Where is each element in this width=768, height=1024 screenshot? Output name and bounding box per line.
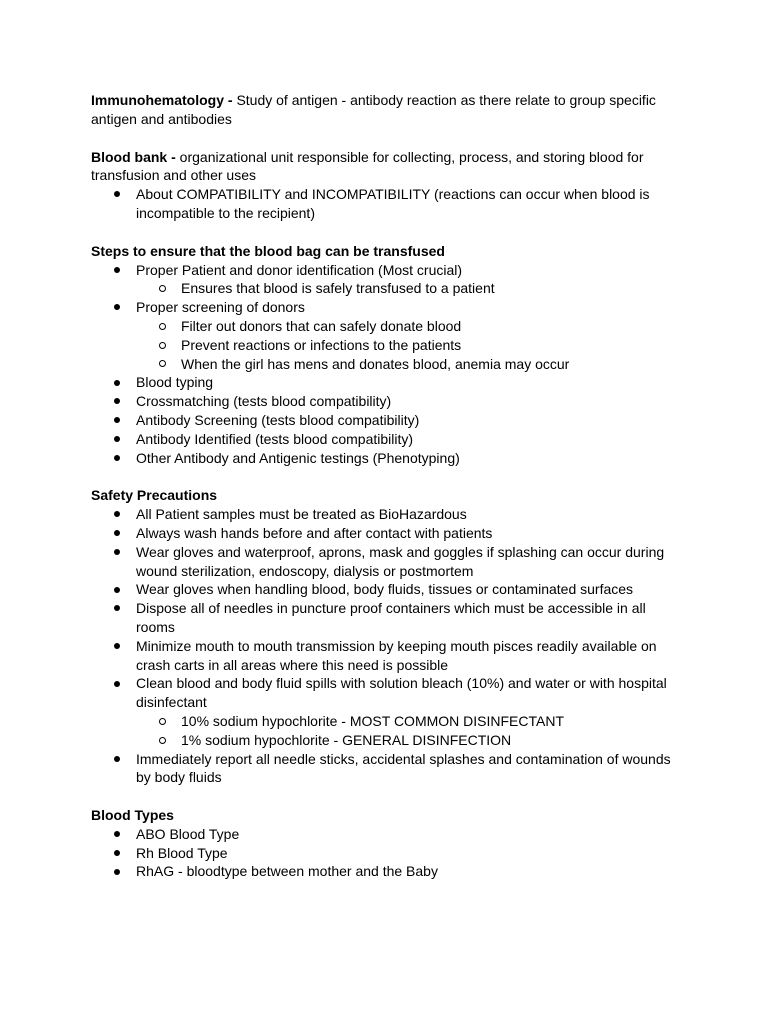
bullet-dot-icon xyxy=(114,681,120,687)
bullet-dot-icon xyxy=(114,831,120,837)
list-item: Wear gloves when handling blood, body fluids, tissues or contaminated surfaces xyxy=(91,580,676,599)
immunohematology-definition xyxy=(91,91,676,129)
bullet-dot-icon xyxy=(114,398,120,404)
sub-list xyxy=(136,317,676,373)
immunohematology-term: Immunohematology - xyxy=(91,92,233,108)
list-item: Immediately report all needle sticks, accidental splashes and contamination of wounds by body fluids xyxy=(91,750,676,788)
bullet-dot-icon xyxy=(114,455,120,461)
bullet-dot-icon xyxy=(114,530,120,536)
list-item: When the girl has mens and donates blood, anemia may occur xyxy=(136,355,676,374)
bullet-dot-icon xyxy=(114,756,120,762)
bullet-dot-icon xyxy=(114,587,120,593)
blood-bank-term: Blood bank - xyxy=(91,148,176,165)
blood-types-heading: Blood Types xyxy=(91,807,174,824)
bullet-dot-icon xyxy=(114,605,120,611)
bullet-circle-icon xyxy=(159,342,166,349)
bullet-dot-icon xyxy=(114,380,120,386)
bullet-circle-icon xyxy=(159,323,166,330)
list-item: Other Antibody and Antigenic testings (Phenotyping) xyxy=(91,449,676,468)
list-item: Minimize mouth to mouth transmission by keeping mouth pisces readily available on crash carts in all areas where this need is possible xyxy=(91,637,676,675)
list-item: 1% sodium hypochlorite - GENERAL DISINFECTION xyxy=(136,731,676,750)
list-item: Blood typing xyxy=(91,373,676,392)
list-item: Wear gloves and waterproof, aprons, mask and goggles if splashing can occur during wound sterilization, endoscopy, dialysis or postmortem xyxy=(91,543,676,581)
bullet-dot-icon xyxy=(114,511,120,517)
bullet-dot-icon xyxy=(114,436,120,442)
bullet-dot-icon xyxy=(114,417,120,423)
bullet-circle-icon xyxy=(159,360,166,367)
sub-list xyxy=(136,712,676,750)
sub-list xyxy=(136,279,676,298)
list-item: Dispose all of needles in puncture proof containers which must be accessible in all rooms xyxy=(91,599,676,637)
bullet-dot-icon xyxy=(114,643,120,649)
bullet-dot-icon xyxy=(114,869,120,875)
blood-bank-definition xyxy=(91,148,676,186)
bullet-dot-icon xyxy=(114,850,120,856)
blood-bank-text: organizational unit responsible for collecting, process, and storing blood for transfusion and other uses xyxy=(91,148,644,184)
list-item: Antibody Screening (tests blood compatibility) xyxy=(91,411,676,430)
safety-heading: Safety Precautions xyxy=(91,487,218,504)
list-item: ABO Blood Type xyxy=(91,825,676,844)
blood-bank-list xyxy=(91,185,676,223)
bullet-circle-icon xyxy=(159,718,166,725)
list-item: Prevent reactions or infections to the patients xyxy=(136,336,676,355)
list-item: About COMPATIBILITY and INCOMPATIBILITY (reactions can occur when blood is incompatible to the recipient) xyxy=(91,185,676,223)
list-item: Ensures that blood is safely transfused to a patient xyxy=(136,279,676,298)
list-item: Rh Blood Type xyxy=(91,844,676,863)
list-item: Crossmatching (tests blood compatibility) xyxy=(91,392,676,411)
bullet-dot-icon xyxy=(114,549,120,555)
list-item: All Patient samples must be treated as BioHazardous xyxy=(91,505,676,524)
blood-types-list xyxy=(91,825,676,881)
list-item: Filter out donors that can safely donate blood xyxy=(136,317,676,336)
bullet-dot-icon xyxy=(114,191,120,197)
document-page xyxy=(91,91,676,881)
list-item: Always wash hands before and after contact with patients xyxy=(91,524,676,543)
list-item: Proper screening of donors Filter out donors that can safely donate blood Prevent reactions or infections to the patients When the girl has mens and donates blood, anemia may occur xyxy=(91,298,676,373)
list-item: RhAG - bloodtype between mother and the Baby xyxy=(91,862,676,881)
steps-heading: Steps to ensure that the blood bag can be transfused xyxy=(91,242,445,259)
safety-list xyxy=(91,505,676,787)
steps-list xyxy=(91,261,676,468)
bullet-circle-icon xyxy=(159,737,166,744)
immunohematology-text: Study of antigen - antibody reaction as there relate to group specific antigen and antibodies xyxy=(91,92,656,127)
list-item: 10% sodium hypochlorite - MOST COMMON DISINFECTANT xyxy=(136,712,676,731)
bullet-dot-icon xyxy=(114,267,120,273)
list-item: Clean blood and body fluid spills with solution bleach (10%) and water or with hospital disinfectant 10% sodium hypochlorite - MOST COMMON DISINFECTANT 1% sodium hypochlorite - GENERAL DISINFECTION xyxy=(91,674,676,749)
list-item: Antibody Identified (tests blood compatibility) xyxy=(91,430,676,449)
list-item: Proper Patient and donor identification (Most crucial) Ensures that blood is safely transfused to a patient xyxy=(91,261,676,299)
bullet-dot-icon xyxy=(114,304,120,310)
bullet-circle-icon xyxy=(159,285,166,292)
